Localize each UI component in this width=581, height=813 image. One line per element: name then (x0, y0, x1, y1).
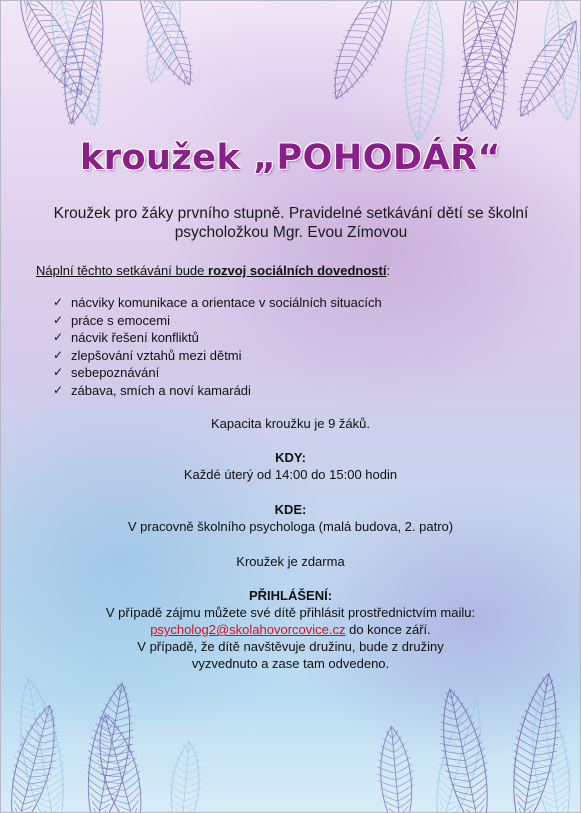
lead-prefix: Náplní těchto setkávání bude (36, 263, 209, 278)
signup-line4: vyzvednuto a zase tam odvedeno. (191, 656, 390, 671)
page-title: kroužek „POHODÁŘ“ (79, 138, 502, 178)
check-icon: ✓ (53, 312, 64, 327)
lead-end: : (386, 263, 391, 278)
lead-bold: rozvoj sociálních dovedností (208, 263, 387, 278)
capacity-text: Kapacita kroužku je 9 žáků. (211, 416, 370, 431)
check-icon: ✓ (53, 382, 64, 397)
decorative-leaves (1, 1, 580, 812)
list-item: ✓ zlepšování vztahů mezi dětmi (53, 347, 242, 363)
signup-line3: V případě, že dítě navštěvuje družinu, bude z družiny (137, 639, 444, 654)
when-value: Každé úterý od 14:00 do 15:00 hodin (183, 467, 398, 482)
activity-list (53, 294, 382, 400)
signup-line2 (1, 621, 580, 638)
where-label: KDE: (274, 502, 307, 517)
signup-line1: V případě zájmu můžete své dítě přihlásit prostřednictvím mailu: (105, 605, 476, 620)
where-value: V pracovně školního psychologa (malá budova, 2. patro) (127, 519, 454, 534)
check-icon: ✓ (53, 365, 64, 380)
list-item: ✓ zábava, smích a noví kamarádi (53, 382, 251, 398)
check-icon: ✓ (53, 347, 64, 362)
signup-label: PŘIHLÁŠENÍ: (248, 588, 333, 603)
when-label: KDY: (275, 450, 306, 465)
list-item: ✓ práce s emocemi (53, 312, 170, 328)
email-link[interactable]: psycholog2@skolahovorcovice.cz (150, 622, 346, 637)
leaf-shape (373, 725, 418, 812)
check-icon: ✓ (53, 330, 64, 345)
leaf-shape (165, 740, 206, 812)
free-text: Kroužek je zdarma (236, 554, 345, 569)
list-item: ✓ sebepoznávání (53, 365, 160, 381)
list-item: ✓ nácviky komunikace a orientace v sociálních situacích (53, 295, 382, 310)
check-icon: ✓ (53, 295, 64, 309)
leaf-shape (396, 1, 452, 142)
signup-deadline: do konce září. (345, 622, 431, 637)
leaf-shape (318, 1, 409, 107)
intro-text: Kroužek pro žáky prvního stupně. Pravidelné setkávání dětí se školní psycholožkou Mgr. Evou Zímovou (53, 205, 529, 241)
lead-text (36, 263, 390, 279)
list-item: ✓ nácvik řešení konfliktů (53, 330, 199, 346)
